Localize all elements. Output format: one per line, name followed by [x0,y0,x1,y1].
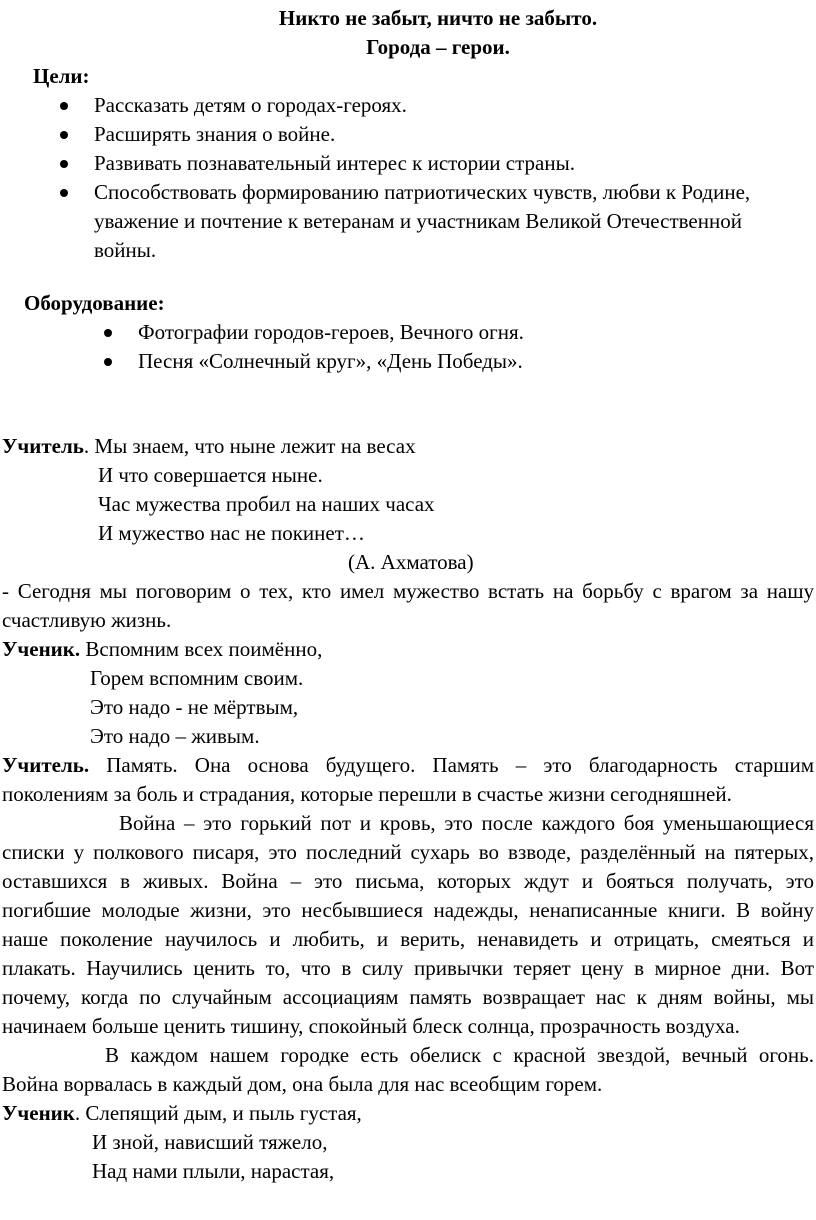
verse-line: Учитель. Мы знаем, что ныне лежит на весах [2,434,416,458]
bullet-icon [60,189,68,197]
verse-line: Час мужества пробил на наших часах [98,492,435,516]
list-item: Рассказать детям о городах-героях. [60,91,800,120]
goals-list [60,91,800,265]
title-line-2: Города – герои. [366,35,510,59]
paragraph: Война – это горький пот и кровь, это после каждого боя уменьшающиеся списки у полкового писаря, это последний сухарь во взводе, разделённый на пятерых, оставшихся в живых. Война – это письма, которых ждут и бояться получать, это погибшие молодые жизни, это несбывшиеся надежды, ненаписанные книги. В войну наше поколение научилось и любить, и верить, ненавидеть и отрицать, смеяться и плакать. Научились ценить то, что в силу привычки теряет цену в мирное дни. Вот почему, когда по случайным ассоциациям память возвращает нас к дням войны, мы начинаем больше ценить тишину, спокойный блеск солнца, прозрачность воздуха. [2,811,814,1038]
verse-line: Это надо - не мёртвым, [90,695,299,719]
equipment-heading: Оборудование: [24,291,165,315]
list-item: Развивать познавательный интерес к истории страны. [60,149,800,178]
verse-line: Над нами плыли, нарастая, [92,1159,335,1183]
list-item: Способствовать формированию патриотических чувств, любви к Родине, уважение и почтение к ветеранам и участникам Великой Отечественной войны. [60,178,800,265]
verse-line: И что совершается ныне. [98,463,323,487]
speaker-label: Учитель. [2,753,90,777]
goals-heading: Цели: [33,64,90,88]
paragraph: Учитель. Память. Она основа будущего. Память – это благодарность старшим поколениям за боль и страдания, которые перешли в счастье жизни сегодняшней. [2,753,814,806]
paragraph: В каждом нашем городке есть обелиск с красной звездой, вечный огонь. Война ворвалась в каждый дом, она была для нас всеобщим горем. [2,1043,814,1096]
verse-line: Ученик. Слепящий дым, и пыль густая, [2,1101,362,1125]
speaker-label: Ученик. [2,637,81,661]
verse-line: Ученик. Вспомним всех поимённо, [2,637,323,661]
bullet-icon [60,160,68,168]
speaker-label: Ученик [2,1101,75,1125]
title-line-1: Никто не забыт, ничто не забыто. [278,6,598,30]
bullet-icon [60,102,68,110]
verse-line: Горем вспомним своим. [90,666,304,690]
verse-line: Это надо – живым. [90,724,260,748]
bullet-icon [60,131,68,139]
body-text [2,432,814,1186]
list-item: Песня «Солнечный круг», «День Победы». [104,347,804,376]
equipment-list [104,318,804,376]
list-item: Фотографии городов-героев, Вечного огня. [104,318,804,347]
speaker-label: Учитель [2,434,84,458]
list-item: Расширять знания о войне. [60,120,800,149]
bullet-icon [104,358,112,366]
attribution: (А. Ахматова) [348,550,474,574]
verse-line: И зной, нависший тяжело, [92,1130,328,1154]
verse-line: И мужество нас не покинет… [98,521,365,545]
bullet-icon [104,329,112,337]
paragraph: - Сегодня мы поговорим о тех, кто имел мужество встать на борьбу с врагом за нашу счастливую жизнь. [2,579,814,632]
